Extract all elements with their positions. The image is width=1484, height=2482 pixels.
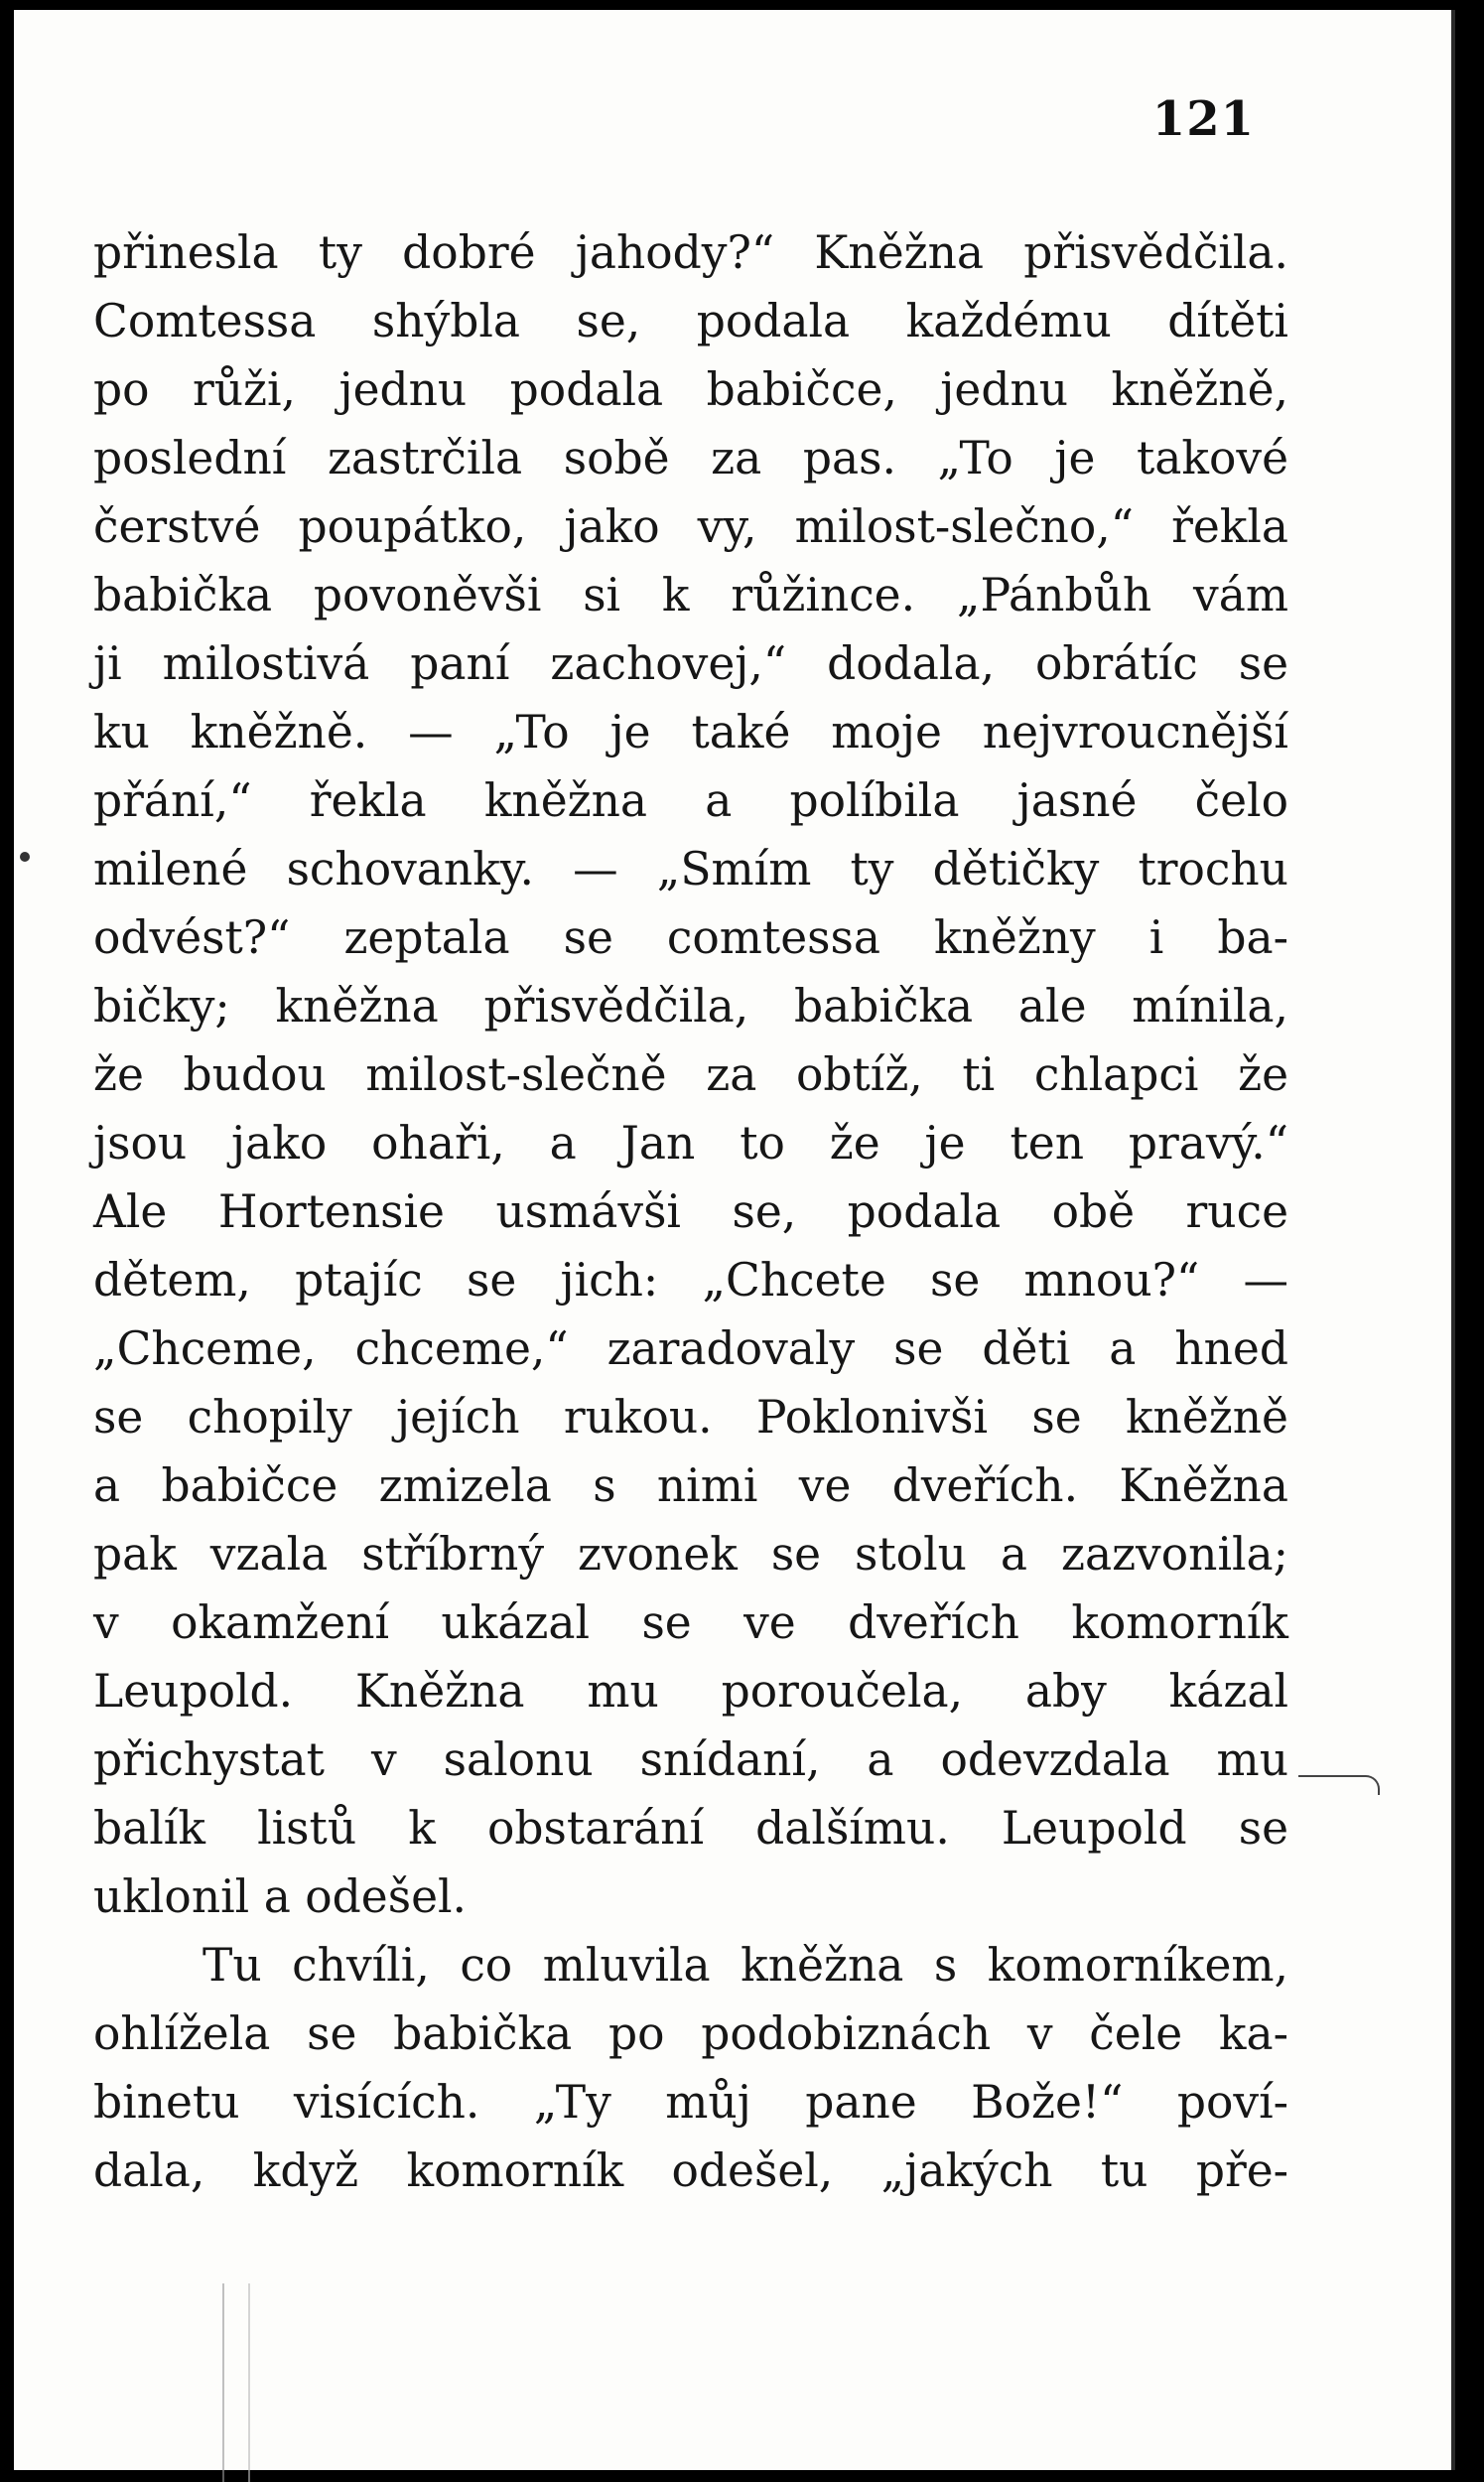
text-line: milené schovanky. — „Smím ty dětičky trochu <box>93 843 1288 896</box>
book-page <box>14 10 1455 2470</box>
text-line: v okamžení ukázal se ve dveřích komorník <box>93 1596 1288 1649</box>
margin-pencil-mark <box>1298 1775 1380 1795</box>
body-text <box>93 218 1288 2205</box>
text-line: po růži, jednu podala babičce, jednu kněžně, <box>93 363 1288 416</box>
text-line: poslední zastrčila sobě za pas. „To je takové <box>93 432 1288 484</box>
text-line: přání,“ řekla kněžna a políbila jasné čelo <box>93 774 1288 827</box>
text-line: čerstvé poupátko, jako vy, milost-slečno,“ řekla <box>93 500 1288 553</box>
text-line: ohlížela se babička po podobiznách v čele ka- <box>93 2007 1288 2060</box>
text-line: Ale Hortensie usmávši se, podala obě ruce <box>93 1185 1288 1238</box>
text-line: ku kněžně. — „To je také moje nejvroucnější <box>93 706 1288 758</box>
text-line: „Chceme, chceme,“ zaradovaly se děti a hned <box>93 1322 1288 1375</box>
page-crease <box>222 2283 250 2482</box>
text-line: bičky; kněžna přisvědčila, babička ale mínila, <box>93 980 1288 1033</box>
text-line: přinesla ty dobré jahody?“ Kněžna přisvědčila. <box>93 226 1288 279</box>
text-line: přichystat v salonu snídaní, a odevzdala mu <box>93 1733 1288 1786</box>
text-line: jsou jako ohaři, a Jan to že je ten pravý.“ <box>93 1117 1288 1170</box>
text-line: binetu visících. „Ty můj pane Bože!“ poví- <box>93 2076 1288 2129</box>
text-line: babička povoněvši si k růžince. „Pánbůh vám <box>93 569 1288 621</box>
scan-speck <box>20 852 30 862</box>
text-line-paragraph-end: uklonil a odešel. <box>93 1870 468 1923</box>
text-line: dětem, ptajíc se jich: „Chcete se mnou?“ — <box>93 1254 1288 1307</box>
text-line: Comtessa shýbla se, podala každému dítěti <box>93 295 1288 347</box>
text-line: odvést?“ zeptala se comtessa kněžny i ba- <box>93 911 1288 964</box>
text-line: a babičce zmizela s nimi ve dveřích. Kněžna <box>93 1459 1288 1512</box>
text-line: že budou milost-slečně za obtíž, ti chlapci že <box>93 1048 1288 1101</box>
text-line: balík listů k obstarání dalšímu. Leupold se <box>93 1802 1288 1855</box>
text-line-paragraph-start: Tu chvíli, co mluvila kněžna s komorníkem, <box>202 1939 1288 1992</box>
text-line: ji milostivá paní zachovej,“ dodala, obrátíc se <box>93 637 1288 690</box>
text-line: Leupold. Kněžna mu poroučela, aby kázal <box>93 1665 1288 1718</box>
text-line: pak vzala stříbrný zvonek se stolu a zazvonila; <box>93 1528 1288 1581</box>
page-number: 121 <box>1151 91 1255 147</box>
text-line: se chopily jejích rukou. Poklonivši se kněžně <box>93 1391 1288 1444</box>
text-line: dala, když komorník odešel, „jakých tu pře- <box>93 2144 1288 2197</box>
